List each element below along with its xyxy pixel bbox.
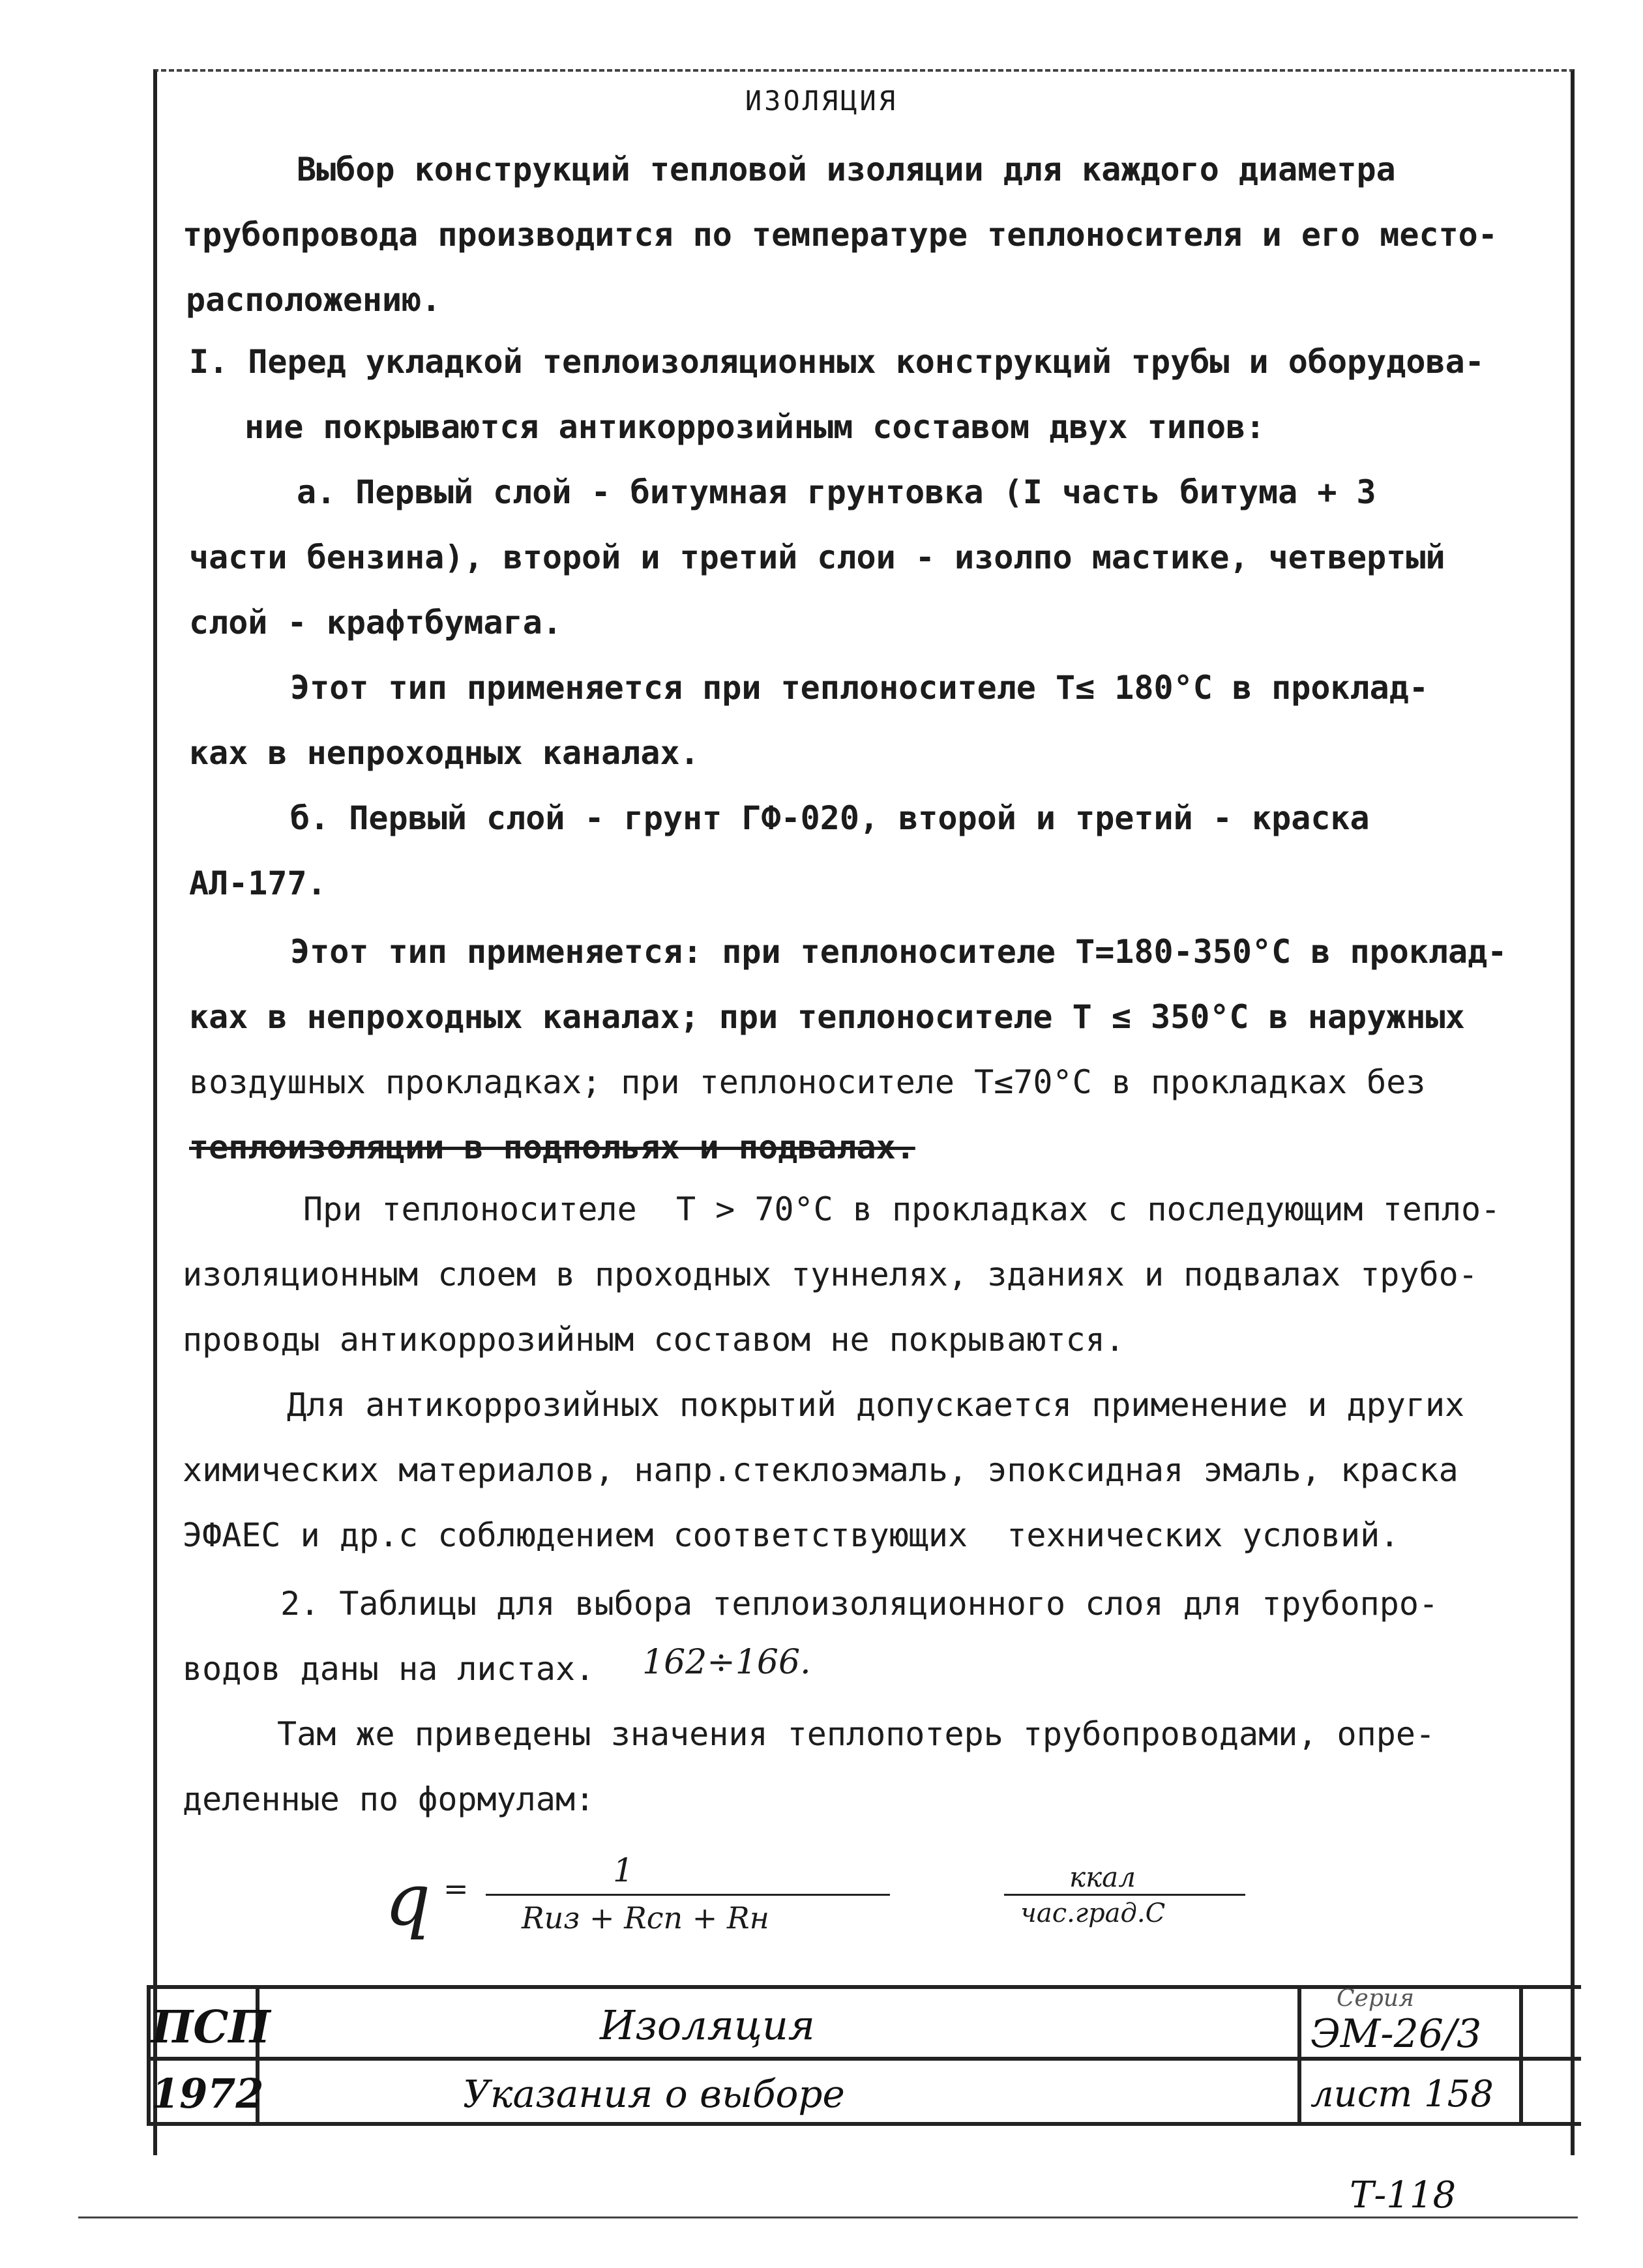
stamp-series: ЭМ-26/3	[1310, 2011, 1482, 2057]
sheet-range-handwritten: 162÷166.	[642, 1643, 811, 1682]
text-line: ках в непроходных каналах; при теплоносителе T ≤ 350°C в наружных	[189, 998, 1465, 1036]
text-line: изоляционным слоем в проходных туннелях, зданиях и подвалах трубо-	[183, 1256, 1478, 1293]
text-line: части бензина), второй и третий слои - изолпо мастике, четвертый	[189, 538, 1445, 576]
title-block-col	[1297, 1985, 1301, 2126]
text-line: слой - крафтбумага.	[189, 604, 562, 641]
text-line: химических материалов, напр.стеклоэмаль, эпоксидная эмаль, краска	[183, 1451, 1458, 1489]
title-block-bottom	[147, 2122, 1581, 2126]
stamp-footer-code: Т-118	[1350, 2174, 1457, 2216]
text-line: 2. Таблицы для выбора теплоизоляционного слоя для трубопро-	[280, 1585, 1439, 1623]
title-block-divider	[147, 2057, 1581, 2061]
text-line: водов даны на листах.	[183, 1650, 595, 1688]
text-line: ЭФАЕС и др.с соблюдением соответствующих технических условий.	[183, 1516, 1400, 1554]
title-block-left	[147, 1985, 151, 2126]
text-line: проводы антикоррозийным составом не покрываются.	[183, 1321, 1125, 1359]
page-frame	[153, 69, 1575, 2155]
text-line: ние покрываются антикоррозийным составом двух типов:	[244, 408, 1266, 446]
text-line: Выбор конструкций тепловой изоляции для каждого диаметра	[297, 151, 1396, 188]
formula-equals: =	[443, 1871, 469, 1906]
stamp-org: ПСП	[151, 2001, 271, 2054]
formula-unit-bar	[1004, 1894, 1245, 1896]
formula-unit-denominator: час.град.С	[1020, 1898, 1166, 1928]
text-line-struck: теплоизоляции в подпольях и подвалах.	[189, 1128, 915, 1166]
text-line: деленные по формулам:	[183, 1780, 595, 1818]
stamp-title: Изоляция	[600, 2001, 815, 2049]
formula-unit-numerator: ккал	[1069, 1861, 1136, 1893]
formula-lhs: q	[385, 1858, 431, 1941]
formula-fraction-bar	[486, 1894, 890, 1896]
stamp-year: 1972	[151, 2070, 264, 2117]
title-block-right	[1519, 1985, 1523, 2126]
stamp-series-label: Серия	[1337, 1985, 1414, 2012]
text-line: а. Первый слой - битумная грунтовка (I часть битума + 3	[297, 473, 1376, 511]
text-line: б. Первый слой - грунт ГФ-020, второй и третий - краска	[290, 799, 1370, 837]
formula-denominator: Rиз + Rсп + Rн	[522, 1900, 769, 1936]
formula-numerator: 1	[613, 1851, 634, 1889]
text-line: Этот тип применяется при теплоносителе T≤ 180°C в проклад-	[290, 669, 1428, 707]
text-line: I. Перед укладкой теплоизоляционных конструкций трубы и оборудова-	[189, 343, 1485, 381]
text-line: Для антикоррозийных покрытий допускается применение и других	[287, 1386, 1465, 1424]
page-title: ИЗОЛЯЦИЯ	[745, 85, 898, 117]
text-line: расположению.	[186, 281, 441, 319]
stamp-sheet-number: лист 158	[1310, 2073, 1494, 2115]
text-line: трубопровода производится по температуре теплоносителя и его место-	[183, 216, 1498, 254]
text-line: ках в непроходных каналах.	[189, 734, 700, 772]
text-line: Этот тип применяется: при теплоносителе T=180-350°C в проклад-	[290, 933, 1507, 971]
bottom-edge-line	[78, 2216, 1578, 2218]
text-line: воздушных прокладках; при теплоносителе T≤70°C в прокладках без	[189, 1063, 1426, 1101]
text-line: При теплоносителе T > 70°C в прокладках с последующим тепло-	[303, 1190, 1501, 1228]
text-line: Там же приведены значения теплопотерь трубопроводами, опре-	[277, 1715, 1436, 1753]
text-line: АЛ-177.	[189, 864, 327, 902]
stamp-subtitle: Указания о выборе	[463, 2072, 845, 2116]
